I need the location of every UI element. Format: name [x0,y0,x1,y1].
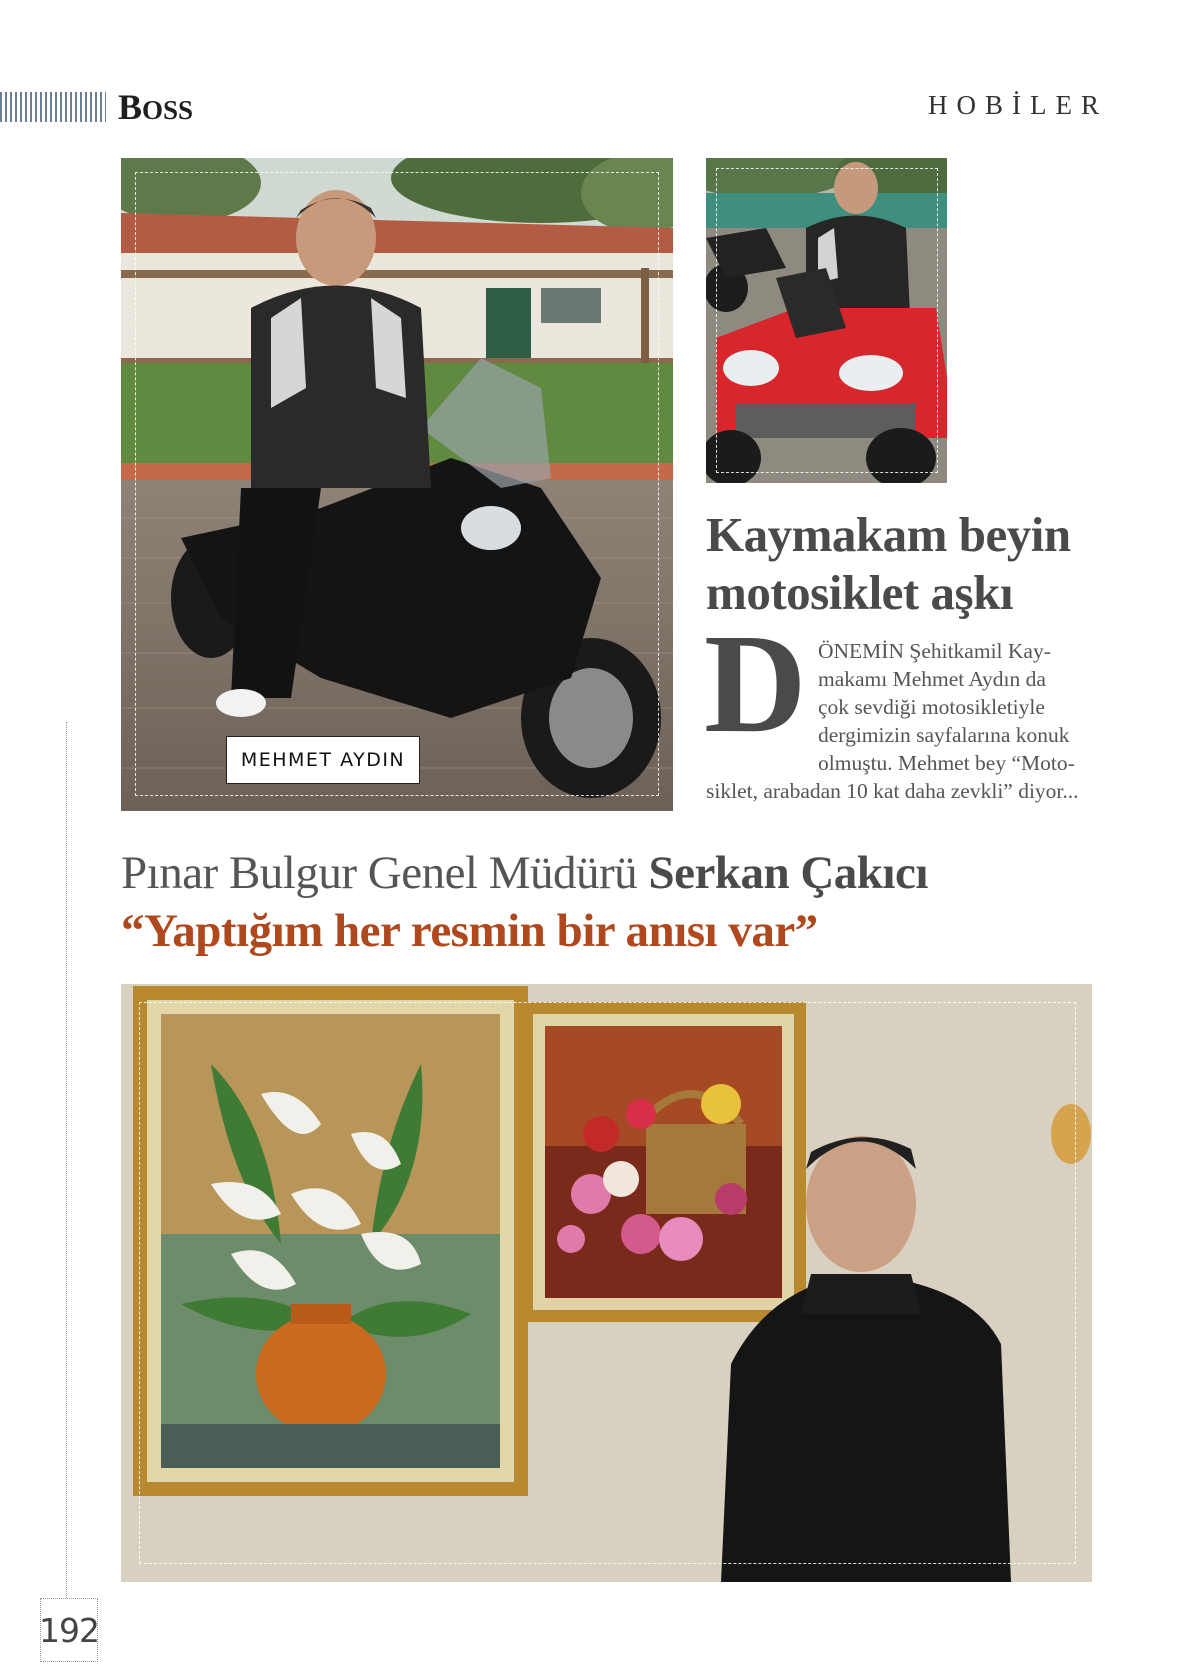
article-body-line: çok sevdiği motosikletiyle [818,695,1045,719]
headline-name: Serkan Çakıcı [648,847,928,899]
drop-cap: D [704,604,807,762]
article-body-line: olmuştu. Mehmet bey “Moto- [818,751,1075,775]
section-title: HOBİLER [928,90,1108,120]
article-body-line: makamı Mehmet Aydın da [818,667,1046,691]
page-number: 192 [40,1598,98,1662]
article-body-line: dergimizin sayfalarına konuk [818,723,1070,747]
article-quote: “Yaptığım her resmin bir anısı var” [121,905,818,957]
atv-photo [706,158,947,483]
headline-title: Pınar Bulgur Genel Müdürü [121,847,638,899]
article-body-line: ÖNEMİN Şehitkamil Kay- [818,639,1051,663]
magazine-logo: BOSS [118,87,194,127]
paintings-photo [121,984,1092,1582]
article-headline [121,846,928,900]
motorcycle-photo [121,158,673,811]
article-headline: Kaymakam beyin motosiklet aşkı [706,507,1071,620]
margin-rule [66,722,67,1600]
photo-caption: MEHMET AYDIN [226,736,420,784]
header-stripes [0,92,106,122]
article-body-line: siklet, arabadan 10 kat daha zevkli” diyor... [706,779,1079,803]
